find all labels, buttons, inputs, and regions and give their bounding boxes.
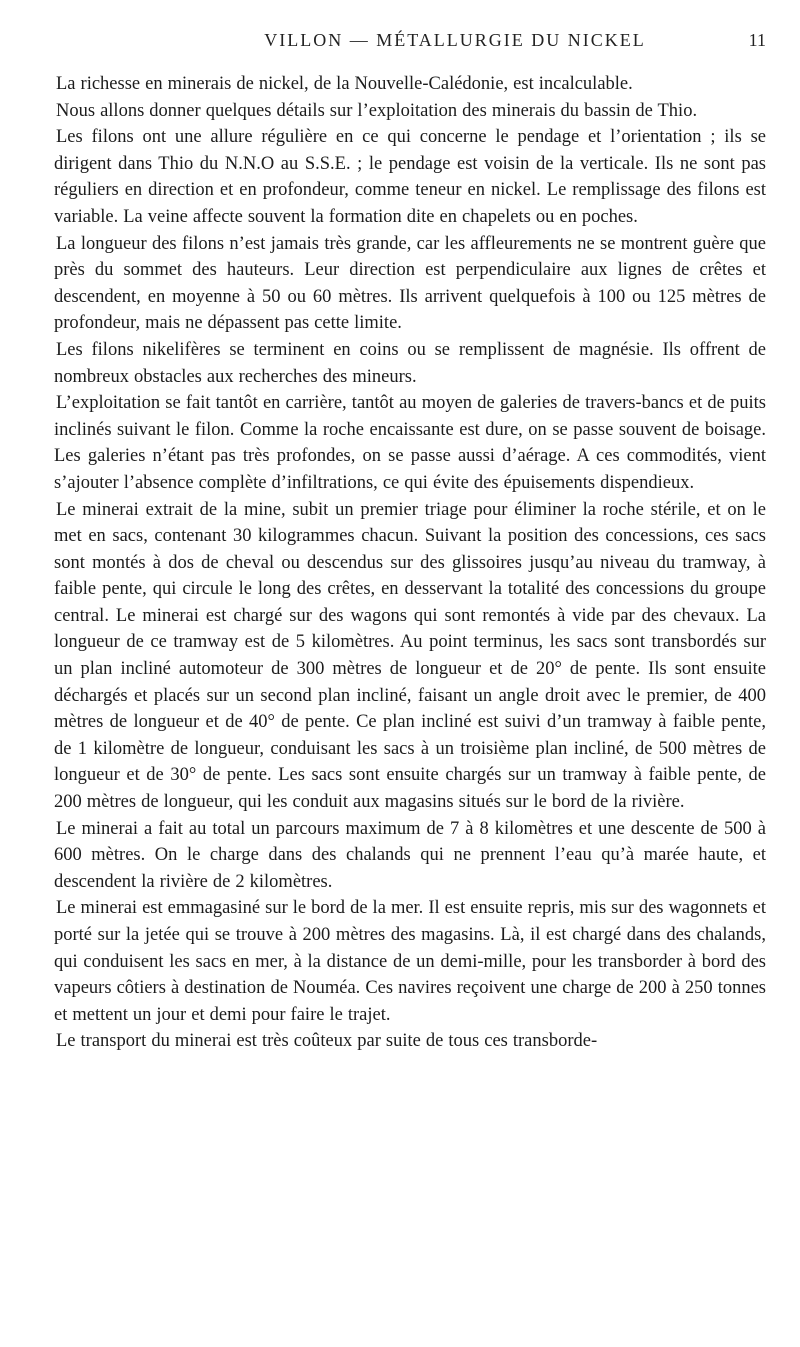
body-text (54, 71, 766, 1055)
paragraph: Le minerai extrait de la mine, subit un premier triage pour éliminer la roche stérile, et on le met en sacs, contenant 30 kilogrammes chacun. Suivant la position des concessions, ces sacs sont montés à dos de cheval ou descendus sur des glissoires jusqu’au niveau du tramway, à faible pente, qui circule le long des crêtes, en desservant la totalité des concessions du groupe central. Le minerai est chargé sur des wagons qui sont remontés à vide par des chevaux. La longueur de ce tramway est de 5 kilomètres. Au point terminus, les sacs sont transbordés sur un plan incliné automoteur de 300 mètres de longueur et de 20° de pente. Ils sont ensuite déchargés et placés sur un second plan incliné, faisant un angle droit avec le premier, de 400 mètres de longueur et de 40° de pente. Ce plan incliné est suivi d’un tramway à faible pente, de 1 kilomètre de longueur, conduisant les sacs à un troisième plan incliné, de 500 mètres de longueur et de 30° de pente. Les sacs sont ensuite chargés sur un tramway à faible pente, de 200 mètres de longueur, qui les conduit aux magasins situés sur le bord de la rivière. (54, 499, 766, 813)
book-page (54, 30, 766, 1055)
paragraph: Le minerai est emmagasiné sur le bord de la mer. Il est ensuite repris, mis sur des wagonnets et porté sur la jetée qui se trouve à 200 mètres des magasins. Là, il est chargé dans des chalands, qui conduisent les sacs en mer, à la distance de un demi-mille, pour les transborder à bord des vapeurs côtiers à destination de Nouméa. Ces navires reçoivent une charge de 200 à 250 tonnes et mettent un jour et demi pour faire le trajet. (54, 898, 767, 1025)
paragraph: Le transport du minerai est très coûteux par suite de tous ces transborde- (56, 1031, 598, 1052)
running-header (54, 30, 766, 60)
paragraph: Le minerai a fait au total un parcours maximum de 7 à 8 kilomètres et une descente de 500 à 600 mètres. On le charge dans des chalands qui ne prennent l’eau qu’à marée haute, et descendent la rivière de 2 kilomètres. (54, 818, 766, 892)
paragraph: La richesse en minerais de nickel, de la Nouvelle-Calédonie, est incalculable. (56, 74, 633, 94)
page-number: 11 (748, 30, 766, 50)
paragraph: L’exploitation se fait tantôt en carrière, tantôt au moyen de galeries de travers-bancs et de puits inclinés suivant le filon. Comme la roche encaissante est dure, on se passe souvent de boisage. Les galeries n’étant pas très profondes, on se passe aussi d’aérage. A ces commodités, vient s’ajouter l’absence complète d’infiltrations, ce qui évite des épuisements dispendieux. (54, 393, 766, 493)
running-title: VILLON — MÉTALLURGIE DU NICKEL (264, 30, 646, 50)
paragraph: Les filons ont une allure régulière en ce qui concerne le pendage et l’orientation ; ils se dirigent dans Thio du N.N.O au S.S.E. ; le pendage est voisin de la verticale. Ils ne sont pas réguliers en direction et en profondeur, comme teneur en nickel. Le remplissage des filons est variable. La veine affecte souvent la formation dite en chapelets ou en poches. (54, 127, 766, 227)
paragraph: Les filons nikelifères se terminent en coins ou se remplissent de magnésie. Ils offrent de nombreux obstacles aux recherches des mineurs. (54, 339, 766, 387)
paragraph: La longueur des filons n’est jamais très grande, car les affleurements ne se montrent guère que près du sommet des hauteurs. Leur direction est perpendiculaire aux lignes de crêtes et descendent, en moyenne à 50 ou 60 mètres. Ils arrivent quelquefois à 100 ou 125 mètres de profondeur, mais ne dépassent pas cette limite. (54, 233, 766, 334)
paragraph: Nous allons donner quelques détails sur l’exploitation des minerais du bassin de Thio. (56, 100, 698, 121)
